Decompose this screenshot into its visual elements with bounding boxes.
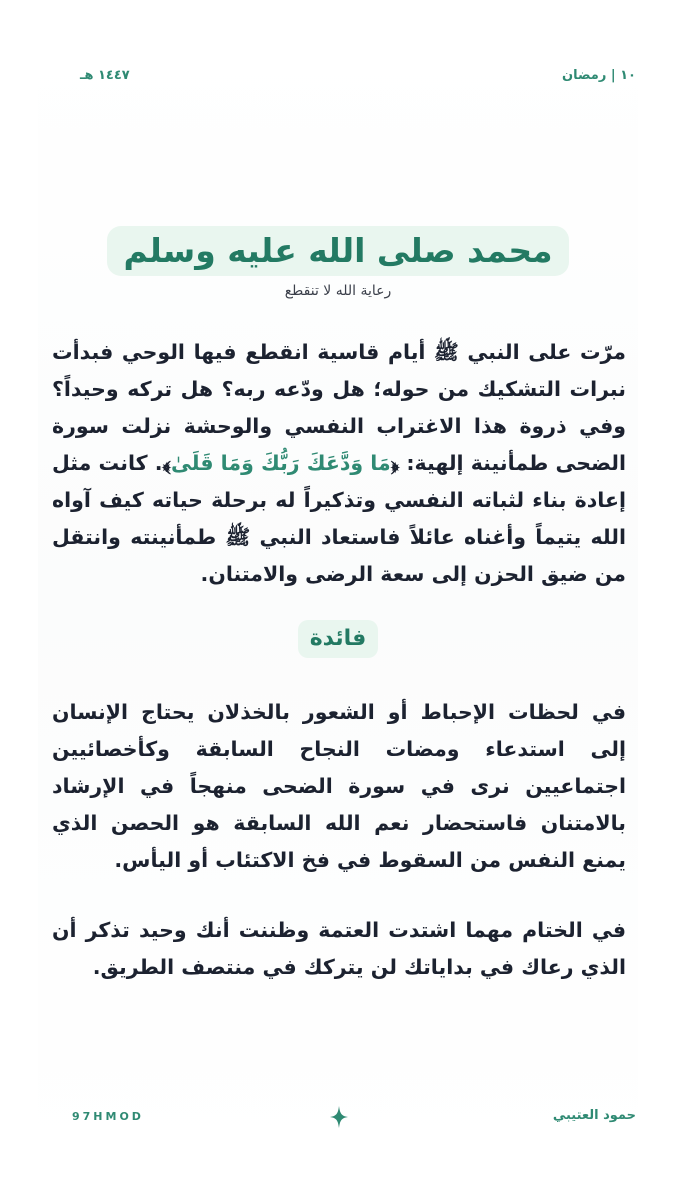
section-label-container	[0, 620, 676, 658]
intro-paragraph	[52, 334, 626, 593]
benefit-paragraph: في لحظات الإحباط أو الشعور بالخذلان يحتاج الإنسان إلى استدعاء ومضات النجاح السابقة وكأخصائيين اجتماعيين نرى في سورة الضحى منهجاً في الإرشاد بالامتنان فاستحضار نعم الله السابقة هو الحصن الذي يمنع النفس من السقوط في فخ الاكتئاب أو اليأس.	[52, 700, 626, 872]
quran-verse: مَا وَدَّعَكَ رَبُّكَ وَمَا قَلَىٰ	[170, 451, 391, 475]
page-title: محمد صلى الله عليه وسلم	[107, 226, 568, 276]
author-name: حمود العتيبي	[552, 1108, 636, 1123]
page-background	[38, 38, 638, 1162]
intro-text-before: مرّت على النبي ﷺ أيام قاسية انقطع فيها الوحي فبدأت نبرات التشكيك من حوله؛ هل ودّعه ربه؟ هل تركه وحيداً؟ وفي ذروة هذا الاغتراب النفسي والوحشة نزلت سورة الضحى طمأنينة إلهية: ﴿	[52, 340, 626, 475]
intro-text-after: ﴾. كانت مثل إعادة بناء لثباته النفسي وتذكيراً له برحلة حياته كيف آواه الله يتيماً وأغناه عائلاً فاستعاد النبي ﷺ طمأنينته وانتقل من ضيق الحزن إلى سعة الرضى والامتنان.	[52, 451, 626, 586]
closing-paragraph: في الختام مهما اشتدت العتمة وظننت أنك وحيد تذكر أن الذي رعاك في بداياتك لن يتركك في منتصف الطريق.	[52, 918, 626, 979]
sparkle-icon	[330, 1106, 348, 1128]
hijri-date: ١٠ | رمضان	[562, 68, 636, 83]
section-label: فائدة	[298, 620, 379, 658]
hijri-year: ١٤٤٧ هـ	[80, 68, 130, 83]
page-subtitle: رعاية الله لا تنقطع	[284, 283, 392, 299]
title-container	[0, 226, 676, 276]
author-handle: 97HMOD	[72, 1110, 144, 1123]
